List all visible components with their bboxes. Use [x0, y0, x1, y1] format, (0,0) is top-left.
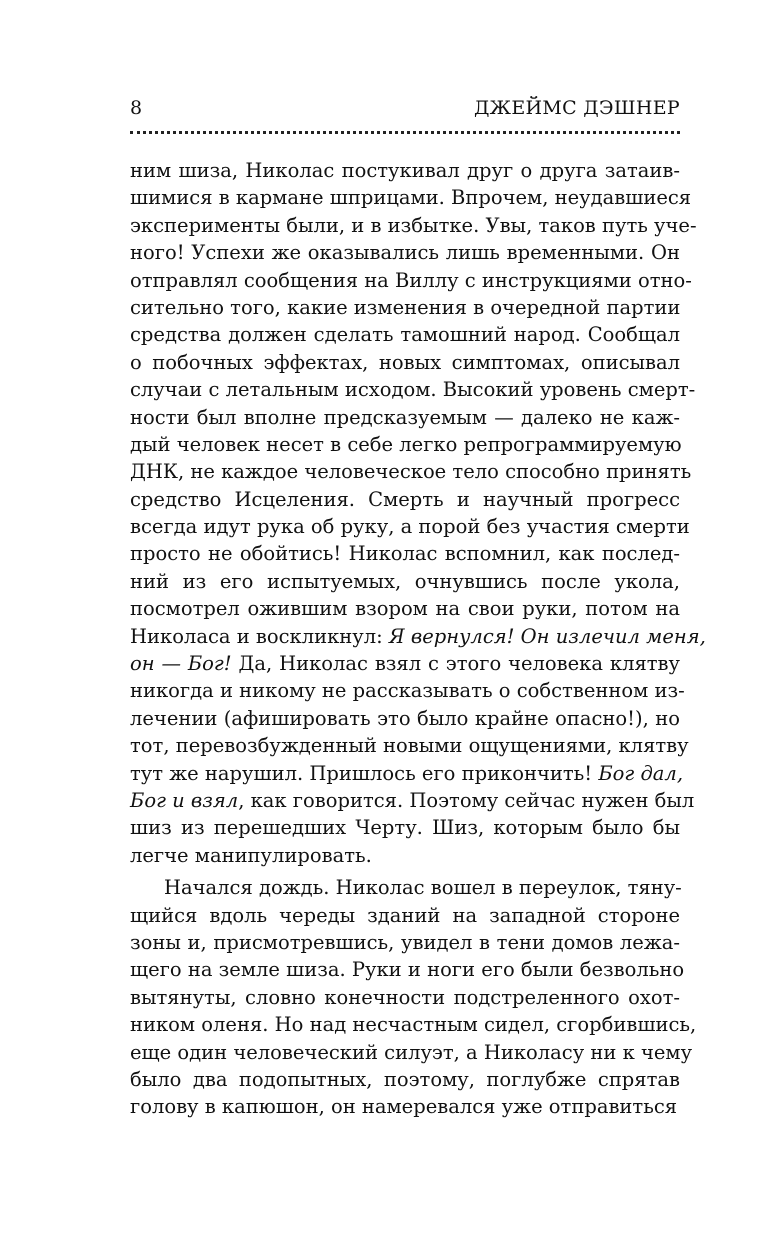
text-line: [130, 157, 680, 184]
text-run: посмотрел ожившим взором на свои руки, потом на: [130, 597, 680, 621]
page-header: [130, 97, 680, 127]
text-line: [130, 984, 680, 1011]
text-line: [130, 294, 680, 321]
text-line: [130, 1011, 697, 1038]
text-line: [130, 212, 697, 239]
text-line: [130, 842, 680, 869]
text-line: [130, 595, 680, 622]
text-run: вытянуты, словно конечности подстреленного охот-: [130, 985, 680, 1009]
text-line: [130, 956, 685, 983]
text-run: ности был вполне предсказуемым — далеко не каж-: [130, 405, 680, 429]
text-run: голову в капюшон, он намеревался уже отправиться: [130, 1095, 678, 1119]
paragraph: [130, 157, 706, 869]
text-run: дый человек несет в себе легко репрограммируемую: [130, 432, 682, 456]
text-run: сительно того, какие изменения в очередной партии: [130, 295, 681, 319]
text-run: просто не обойтись! Николас вспомнил, как послед-: [130, 542, 680, 566]
text-line: [130, 267, 692, 294]
text-run: средство Исцеления. Смерть и научный прогресс: [130, 487, 680, 511]
text-run: о побочных эффектах, новых симптомах, описывал: [130, 350, 680, 374]
text-line: [130, 540, 680, 567]
text-line: [130, 1066, 680, 1093]
text-run: шиз из перешедших Черту. Шиз, которым было бы: [130, 816, 680, 840]
text-line: [130, 431, 680, 458]
text-line: [130, 1039, 693, 1066]
italic-text: Бог и взял: [130, 788, 239, 812]
text-run: щийся вдоль череды зданий на западной стороне: [130, 903, 680, 927]
text-run: щего на земле шиза. Руки и ноги его были безвольно: [130, 958, 685, 982]
text-line: [130, 650, 680, 677]
text-line: [130, 404, 680, 431]
text-line: [130, 184, 692, 211]
text-line: [130, 1093, 680, 1120]
text-line: [130, 902, 680, 929]
text-line: [130, 623, 706, 650]
text-run: никогда и никому не рассказывать о собственном из-: [130, 679, 685, 703]
text-run: средства должен сделать тамошний народ. Сообщал: [130, 323, 680, 347]
text-run: тот, перевозбужденный новыми ощущениями, клятву: [130, 734, 689, 758]
text-line: [130, 513, 690, 540]
text-run: ним шиза, Николас постукивал друг о друга затаив-: [130, 159, 680, 182]
text-run: легче манипулировать.: [130, 843, 372, 867]
text-line: [130, 458, 692, 485]
text-run: ДНК, не каждое человеческое тело способно принять: [130, 460, 692, 484]
italic-text: он — Бог!: [130, 652, 232, 676]
body-text: [130, 157, 706, 1121]
text-run: Николаса и воскликнул:: [130, 624, 389, 648]
paragraph: [130, 874, 697, 1121]
text-line: [130, 568, 680, 595]
text-line: [130, 677, 685, 704]
text-run: ного! Успехи же оказывались лишь временными. Он: [130, 241, 680, 265]
dotted-divider: [130, 131, 680, 134]
text-run: эксперименты были, и в избытке. Увы, таков путь уче-: [130, 213, 697, 237]
text-run: еще один человеческий силуэт, а Николасу ни к чему: [130, 1040, 693, 1064]
text-run: , как говорится. Поэтому сейчас нужен был: [238, 788, 695, 812]
text-line: [130, 321, 680, 348]
text-line: [130, 705, 680, 732]
text-run: было два подопытных, поэтому, поглубже спрятав: [130, 1067, 680, 1091]
text-line: [130, 239, 680, 266]
text-run: ником оленя. Но над несчастным сидел, сгорбившись,: [130, 1013, 697, 1037]
text-run: отправлял сообщения на Виллу с инструкциями отно-: [130, 268, 692, 292]
text-run: случаи с летальным исходом. Высокий уровень смерт-: [130, 378, 696, 402]
text-run: зоны и, присмотревшись, увидел в тени домов лежа-: [130, 930, 680, 954]
text-line: [130, 349, 680, 376]
italic-text: Я вернулся! Он излечил меня,: [388, 624, 706, 648]
text-run: тут же нарушил. Пришлось его прикончить!: [130, 761, 599, 785]
text-run: Да, Николас взял с этого человека клятву: [231, 652, 680, 676]
text-run: ний из его испытуемых, очнувшись после укола,: [130, 569, 680, 593]
text-line: [130, 814, 680, 841]
text-line: [130, 376, 696, 403]
text-line: [130, 787, 695, 814]
text-line: [130, 732, 689, 759]
italic-text: Бог дал,: [598, 761, 684, 785]
text-run: лечении (афишировать это было крайне опасно!), но: [130, 706, 680, 730]
text-line: [130, 929, 680, 956]
text-run: шимися в кармане шприцами. Впрочем, неудавшиеся: [130, 186, 692, 210]
text-line: [130, 760, 684, 787]
page-number: 8: [130, 97, 143, 119]
text-run: всегда идут рука об руку, а порой без участия смерти: [130, 515, 690, 539]
running-head-author: ДЖЕЙМС ДЭШНЕР: [473, 97, 680, 119]
text-line: [130, 486, 680, 513]
text-run: Начался дождь. Николас вошел в переулок, тяну-: [164, 876, 682, 900]
text-line: [130, 874, 680, 901]
